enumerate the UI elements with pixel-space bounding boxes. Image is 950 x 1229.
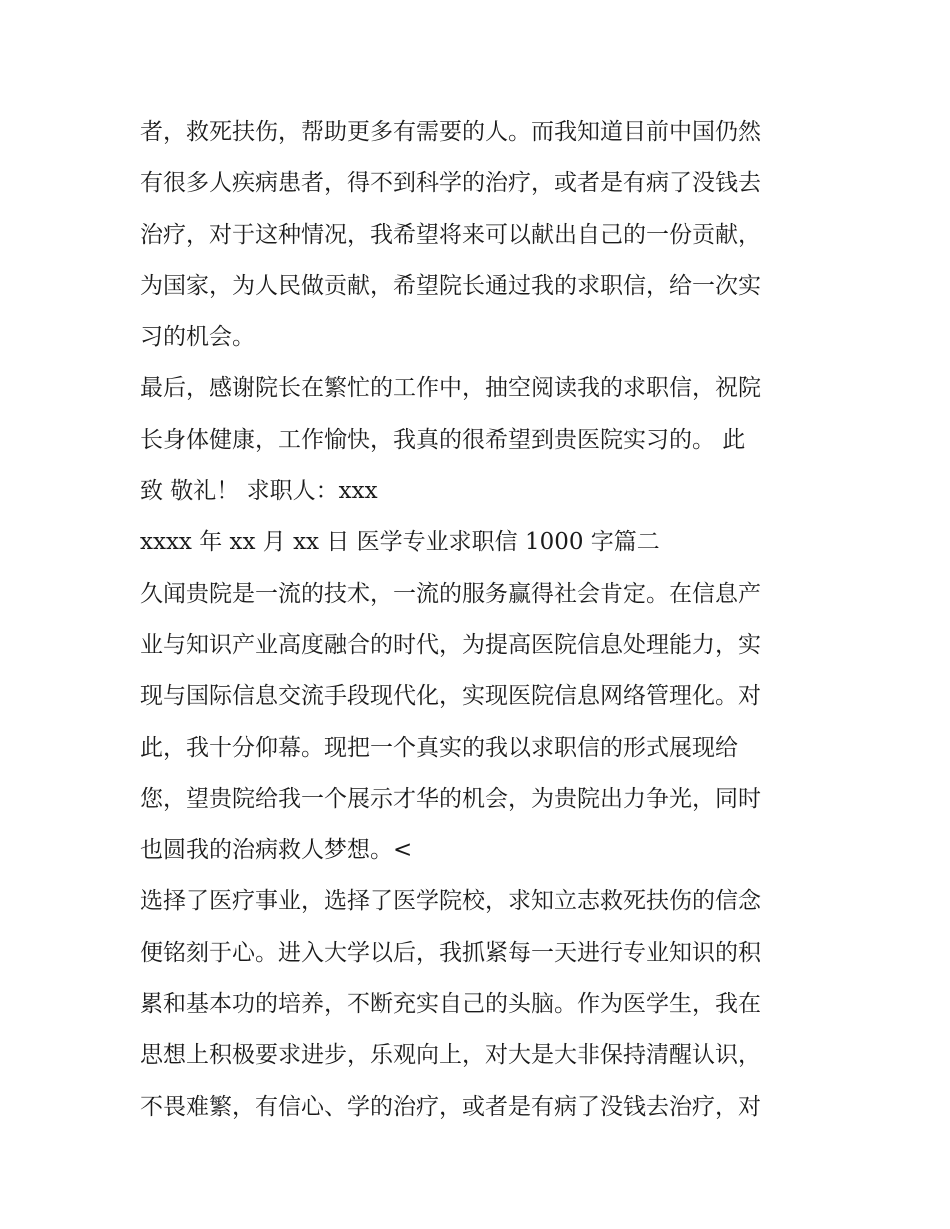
text-line: 有很多人疾病患者，得不到科学的治疗，或者是有病了没钱去 <box>140 170 761 197</box>
text-line: 选择了医疗事业，选择了医学院校，求知立志救死扶伤的信念 <box>140 888 761 915</box>
text-line: 长身体健康，工作愉快，我真的很希望到贵医院实习的。 此 <box>140 426 746 453</box>
text-line: 致 敬礼！ 求职人：xxx <box>140 478 378 505</box>
text-line: 累和基本功的培养，不断充实自己的头脑。作为医学生，我在 <box>140 991 761 1018</box>
text-line: 现与国际信息交流手段现代化，实现医院信息网络管理化。对 <box>140 683 761 710</box>
text-line: 思想上积极要求进步，乐观向上，对大是大非保持清醒认识， <box>140 1042 761 1069</box>
text-line: 便铭刻于心。进入大学以后，我抓紧每一天进行专业知识的积 <box>140 939 761 966</box>
text-line: 此，我十分仰幕。现把一个真实的我以求职信的形式展现给 <box>140 734 738 761</box>
text-line: 最后，感谢院长在繁忙的工作中，抽空阅读我的求职信，祝院 <box>140 375 761 402</box>
text-line: 为国家，为人民做贡献，希望院长通过我的求职信，给一次实 <box>140 272 761 299</box>
text-line: 者，救死扶伤，帮助更多有需要的人。而我知道目前中国仍然 <box>140 119 761 145</box>
text-line: 治疗，对于这种情况，我希望将来可以献出自己的一份贡献， <box>140 221 761 248</box>
text-line: 不畏难繁，有信心、学的治疗，或者是有病了没钱去治疗，对 <box>140 1093 761 1120</box>
section-heading-line: xxxx 年 xx 月 xx 日 医学专业求职信 1000 字篇二 <box>140 529 660 556</box>
text-line: 您，望贵院给我一个展示才华的机会，为贵院出力争光，同时 <box>140 785 761 812</box>
text-line: 业与知识产业高度融合的时代，为提高医院信息处理能力，实 <box>140 631 761 658</box>
text-line: 也圆我的治病救人梦想。< <box>140 837 413 864</box>
document-body <box>140 107 820 1133</box>
text-line: 习的机会。 <box>140 324 255 351</box>
text-line: 久闻贵院是一流的技术，一流的服务赢得社会肯定。在信息产 <box>140 580 761 607</box>
